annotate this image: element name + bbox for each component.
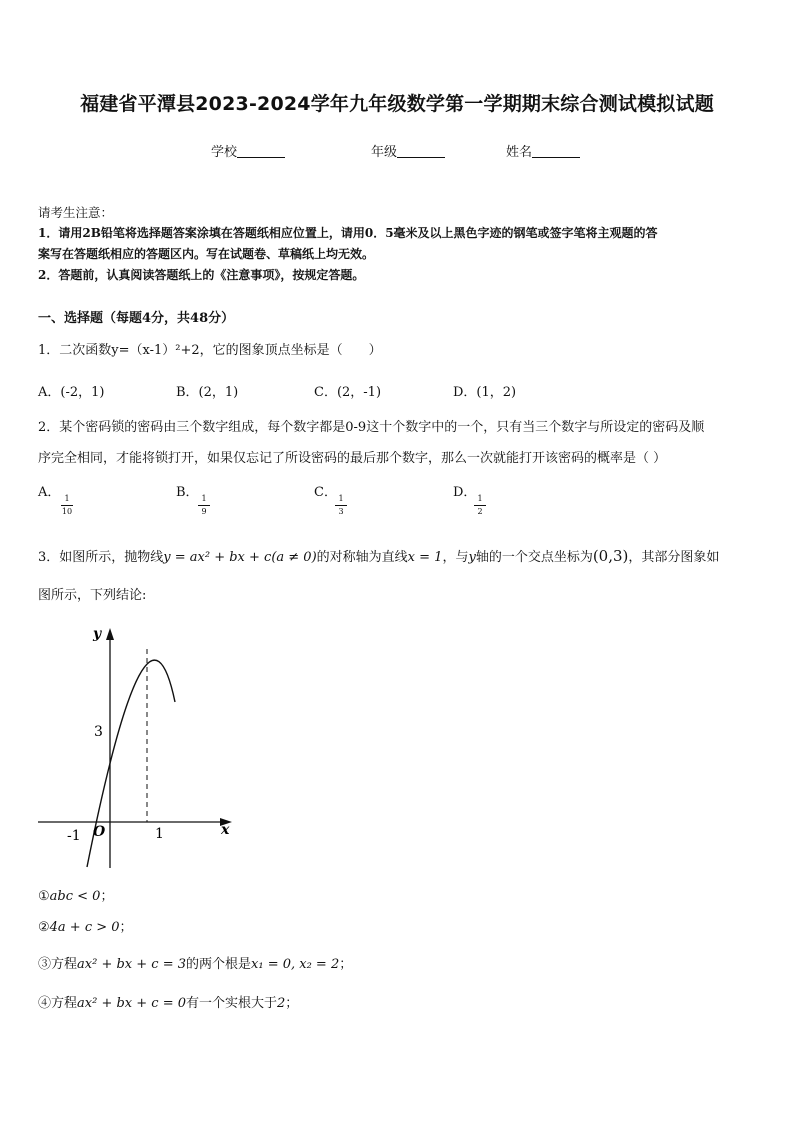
conclusion-math2: 2 [277, 996, 286, 1011]
school-label: 学校 [211, 145, 238, 160]
q1-option-a: A．(-2，1) [38, 385, 105, 400]
conclusion-mark: ② [38, 920, 50, 935]
q3-conclusion-2 [38, 916, 133, 935]
q3-y-variable: y [468, 550, 476, 565]
q1-stem: 1．二次函数y=（x-1）²+2，它的图象顶点坐标是（ ） [38, 343, 382, 358]
section1-heading: 一、选择题（每题4分，共48分） [38, 311, 235, 326]
fraction-denominator: 10 [61, 507, 73, 516]
q3-axis-equation: x = 1 [407, 550, 443, 565]
conclusion-math: abc < 0 [49, 889, 101, 904]
y-axis-arrow [106, 628, 114, 640]
q3-stem-e: ，其部分图象如 [628, 550, 720, 565]
name-blank [532, 145, 580, 158]
q2-option-d-fraction [472, 494, 488, 517]
conclusion-tail: ； [100, 889, 114, 904]
school-blank [237, 145, 285, 158]
notice-heading: 请考生注意： [38, 205, 114, 220]
y-axis-label: y [93, 626, 102, 642]
parabola-graph [30, 620, 250, 875]
q2-option-b-label: B． [176, 485, 199, 500]
fraction-numerator: 1 [64, 494, 70, 503]
conclusion-mid: 有一个实根大于 [186, 996, 278, 1011]
conclusion-mark: ③方程 [38, 957, 78, 972]
fraction-denominator: 3 [338, 507, 344, 516]
q2-option-a-fraction [59, 494, 75, 517]
q2-option-a-label: A． [38, 485, 61, 500]
origin-label: O [93, 824, 106, 840]
fraction-denominator: 9 [201, 507, 207, 516]
q1-option-c: C．(2，-1) [314, 385, 382, 400]
conclusion-mid: 的两个根是 [186, 957, 252, 972]
q1-option-d: D．(1，2) [453, 385, 517, 400]
q2-stem-line1: 2．某个密码锁的密码由三个数字组成，每个数字都是0-9这十个数字中的一个，只有当三个数字与所设定的密码及顺 [38, 420, 705, 435]
school-field [211, 141, 285, 160]
q3-stem-a: 3．如图所示，抛物线 [38, 550, 164, 565]
conclusion-math: ax² + bx + c = 0 [77, 996, 186, 1011]
q3-stem-b: 的对称轴为直线 [316, 550, 408, 565]
notice-item2: 2．答题前，认真阅读答题纸上的《注意事项》，按规定答题。 [38, 268, 365, 282]
q1-option-b: B．(2，1) [176, 385, 239, 400]
q2-option-b-fraction [196, 494, 212, 517]
q2-option-c-label: C． [314, 485, 337, 500]
fraction-denominator: 2 [477, 507, 483, 516]
q3-stem-line1 [38, 546, 719, 565]
conclusion-math: 4a + c > 0 [49, 920, 120, 935]
q3-conclusion-1 [38, 885, 113, 904]
notice-item1-line1: 1．请用2B铅笔将选择题答案涂填在答题纸相应位置上，请用0．5毫米及以上黑色字迹的钢笔或签字笔将主观题的答 [38, 226, 658, 240]
tick-label-neg1: -1 [67, 828, 81, 844]
notice-item1-line2: 案写在答题纸相应的答题区内。写在试题卷、草稿纸上均无效。 [38, 247, 375, 261]
q3-point: (0,3) [592, 547, 629, 565]
q3-parabola-equation: y = ax² + bx + c(a ≠ 0) [163, 550, 317, 565]
grade-field [371, 141, 445, 160]
conclusion-tail: ； [119, 920, 133, 935]
x-axis-label: x [221, 822, 230, 838]
grade-label: 年级 [371, 145, 398, 160]
name-label: 姓名 [506, 145, 533, 160]
q3-conclusion-3 [38, 953, 352, 972]
grade-blank [397, 145, 445, 158]
page-title: 福建省平潭县2023-2024学年九年级数学第一学期期末综合测试模拟试题 [80, 93, 714, 115]
conclusion-math2: x₁ = 0, x₂ = 2 [251, 957, 340, 972]
name-field [506, 141, 580, 160]
tick-label-1: 1 [155, 826, 164, 842]
conclusion-tail: ； [285, 996, 299, 1011]
fraction-numerator: 1 [338, 494, 344, 503]
q3-stem-c: ，与 [442, 550, 469, 565]
q2-option-d-label: D． [453, 485, 477, 500]
conclusion-math: ax² + bx + c = 3 [77, 957, 186, 972]
q3-conclusion-4 [38, 992, 298, 1011]
q3-stem-d: 轴的一个交点坐标为 [475, 550, 593, 565]
q2-stem-line2: 序完全相同，才能将锁打开，如果仅忘记了所设密码的最后那个数字，那么一次就能打开该密码的概率是（ ） [38, 451, 667, 466]
conclusion-mark: ① [38, 889, 50, 904]
fraction-numerator: 1 [201, 494, 207, 503]
fraction-numerator: 1 [477, 494, 483, 503]
q2-option-c-fraction [333, 494, 349, 517]
tick-label-3: 3 [94, 724, 103, 740]
conclusion-tail: ； [339, 957, 353, 972]
q3-stem-line2: 图所示，下列结论: [38, 588, 147, 603]
conclusion-mark: ④方程 [38, 996, 78, 1011]
